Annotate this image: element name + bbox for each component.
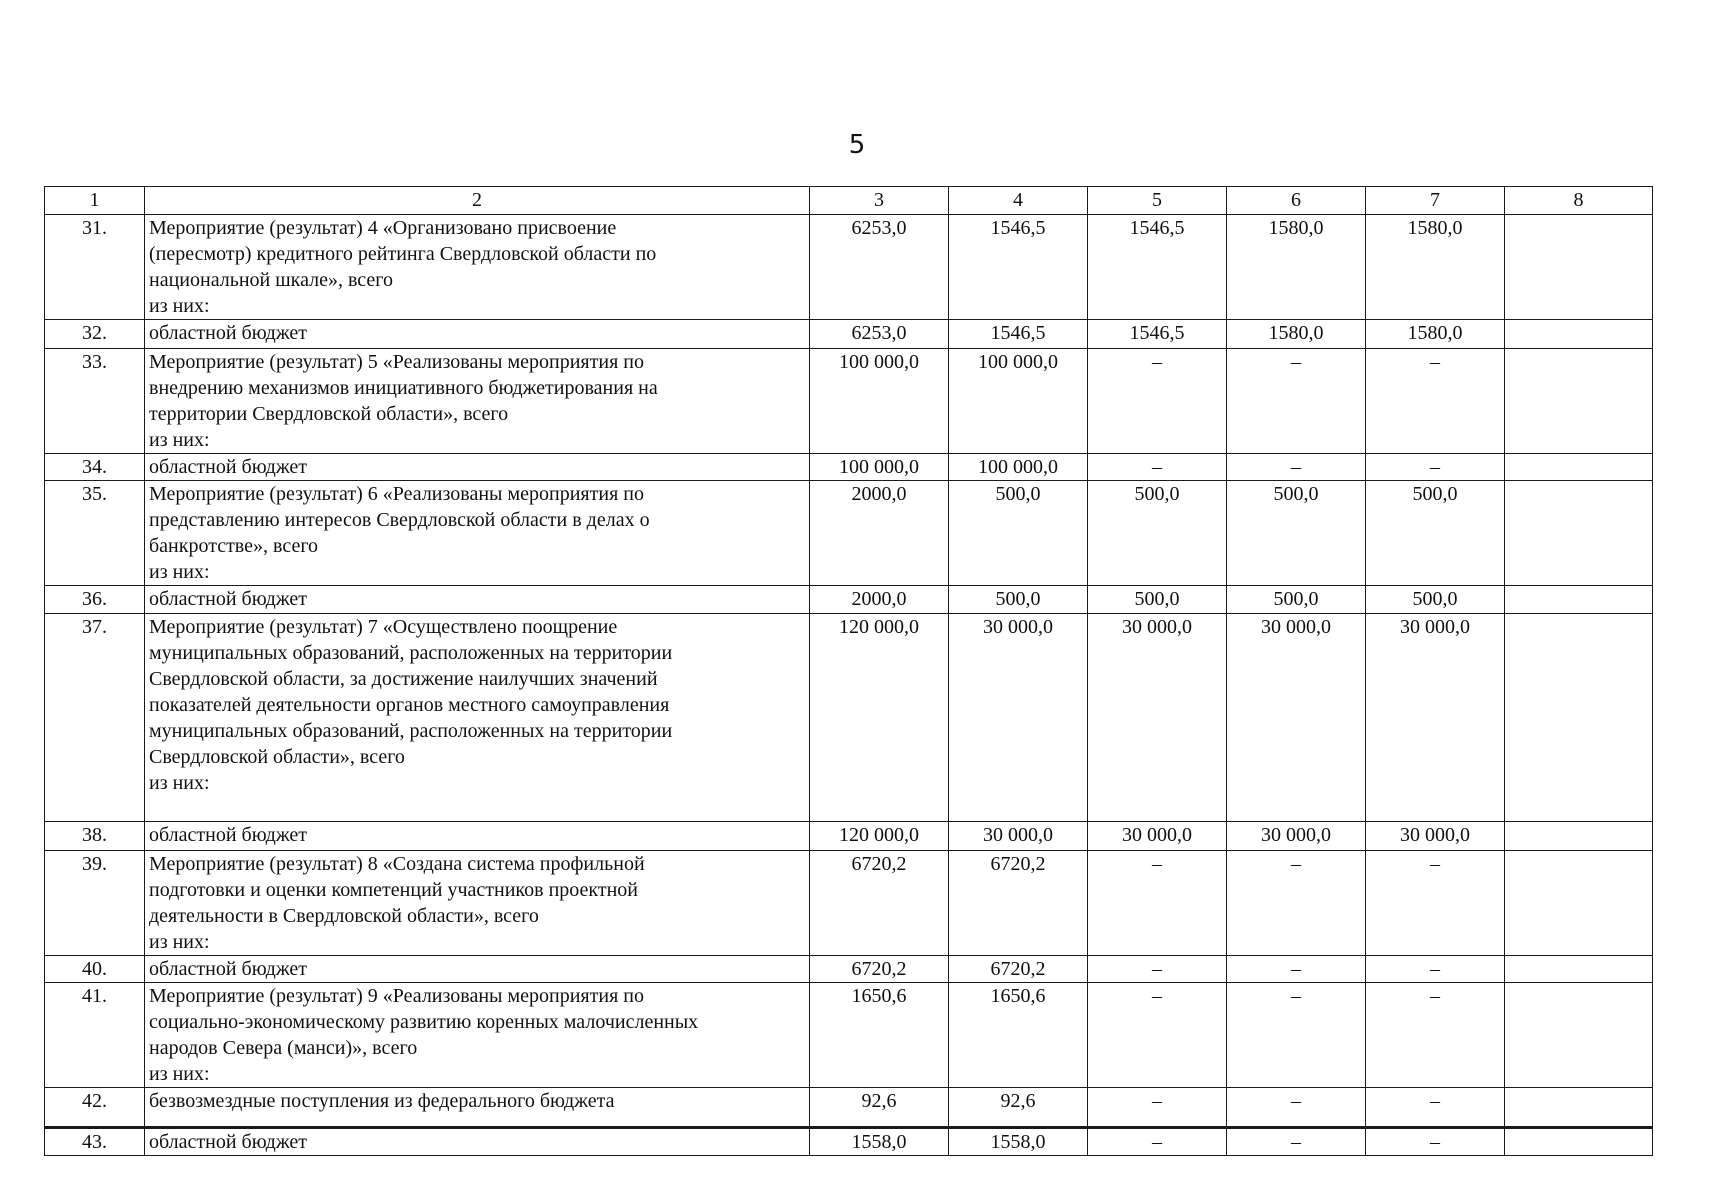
table-row xyxy=(45,614,1653,822)
description-line: подготовки и оценки компетенций участников проектной xyxy=(149,879,639,901)
value-cell-col-5: 30 000,0 xyxy=(1088,822,1227,851)
table-row xyxy=(45,983,1653,1088)
description-line: областной бюджет xyxy=(149,456,308,478)
column-header: 3 xyxy=(810,187,949,215)
row-description xyxy=(145,349,810,454)
table-row xyxy=(45,320,1653,349)
table-row xyxy=(45,349,1653,454)
value-cell-col-5: – xyxy=(1088,454,1227,481)
column-header: 5 xyxy=(1088,187,1227,215)
description-line: из них: xyxy=(149,429,210,451)
value-cell-col-4: 100 000,0 xyxy=(949,349,1088,454)
value-cell-col-3: 1558,0 xyxy=(810,1128,949,1156)
value-cell-col-3: 120 000,0 xyxy=(810,822,949,851)
description-line: Мероприятие (результат) 9 «Реализованы мероприятия по xyxy=(149,985,644,1007)
value-cell-col-4: 500,0 xyxy=(949,586,1088,614)
description-line: банкротстве», всего xyxy=(149,535,319,557)
value-cell-col-3: 92,6 xyxy=(810,1088,949,1128)
value-cell-col-5: – xyxy=(1088,349,1227,454)
value-cell-col-4: 1546,5 xyxy=(949,320,1088,349)
column-header: 4 xyxy=(949,187,1088,215)
value-cell-col-5: – xyxy=(1088,956,1227,983)
description-line: народов Севера (манси)», всего xyxy=(149,1037,418,1059)
value-cell-col-6: – xyxy=(1227,983,1366,1088)
value-cell-col-6: – xyxy=(1227,349,1366,454)
value-cell-col-3: 6720,2 xyxy=(810,851,949,956)
value-cell-col-7: – xyxy=(1366,983,1505,1088)
row-number: 42. xyxy=(45,1088,145,1128)
value-cell-col-5: – xyxy=(1088,851,1227,956)
row-number: 36. xyxy=(45,586,145,614)
table-body xyxy=(45,215,1653,1156)
value-cell-col-4: 92,6 xyxy=(949,1088,1088,1128)
column-header: 8 xyxy=(1505,187,1653,215)
value-cell-col-7: – xyxy=(1366,1088,1505,1128)
value-cell-col-8 xyxy=(1505,822,1653,851)
budget-table xyxy=(44,186,1653,1156)
value-cell-col-5: – xyxy=(1088,1128,1227,1156)
table-row xyxy=(45,851,1653,956)
value-cell-col-6: 30 000,0 xyxy=(1227,822,1366,851)
value-cell-col-8 xyxy=(1505,349,1653,454)
description-line: областной бюджет xyxy=(149,322,308,344)
row-description xyxy=(145,1088,810,1128)
value-cell-col-3: 2000,0 xyxy=(810,481,949,586)
value-cell-col-7: 30 000,0 xyxy=(1366,614,1505,822)
row-number: 33. xyxy=(45,349,145,454)
description-line: (пересмотр) кредитного рейтинга Свердловской области по xyxy=(149,243,657,265)
value-cell-col-4: 500,0 xyxy=(949,481,1088,586)
value-cell-col-7: 1580,0 xyxy=(1366,320,1505,349)
value-cell-col-7: 500,0 xyxy=(1366,481,1505,586)
value-cell-col-6: 1580,0 xyxy=(1227,215,1366,320)
row-number: 43. xyxy=(45,1128,145,1156)
value-cell-col-6: – xyxy=(1227,1088,1366,1128)
row-description xyxy=(145,956,810,983)
description-line: областной бюджет xyxy=(149,588,308,610)
description-line: показателей деятельности органов местного самоуправления xyxy=(149,694,670,716)
value-cell-col-3: 6253,0 xyxy=(810,320,949,349)
value-cell-col-4: 1650,6 xyxy=(949,983,1088,1088)
header-row xyxy=(45,187,1653,215)
value-cell-col-8 xyxy=(1505,1088,1653,1128)
table-header xyxy=(45,187,1653,215)
value-cell-col-4: 6720,2 xyxy=(949,851,1088,956)
description-line: безвозмездные поступления из федерального бюджета xyxy=(149,1090,615,1112)
value-cell-col-7: – xyxy=(1366,1128,1505,1156)
value-cell-col-6: – xyxy=(1227,851,1366,956)
row-number: 37. xyxy=(45,614,145,822)
description-line: из них: xyxy=(149,561,210,583)
value-cell-col-6: 30 000,0 xyxy=(1227,614,1366,822)
value-cell-col-7: – xyxy=(1366,851,1505,956)
value-cell-col-4: 1546,5 xyxy=(949,215,1088,320)
description-line: территории Свердловской области», всего xyxy=(149,403,509,425)
table-row xyxy=(45,1088,1653,1128)
value-cell-col-7: – xyxy=(1366,454,1505,481)
value-cell-col-6: 500,0 xyxy=(1227,586,1366,614)
description-line: национальной шкале», всего xyxy=(149,269,394,291)
table-row xyxy=(45,454,1653,481)
value-cell-col-6: – xyxy=(1227,1128,1366,1156)
value-cell-col-5: – xyxy=(1088,983,1227,1088)
value-cell-col-5: 30 000,0 xyxy=(1088,614,1227,822)
value-cell-col-5: 1546,5 xyxy=(1088,320,1227,349)
value-cell-col-3: 2000,0 xyxy=(810,586,949,614)
description-line: внедрению механизмов инициативного бюджетирования на xyxy=(149,377,658,399)
value-cell-col-4: 1558,0 xyxy=(949,1128,1088,1156)
value-cell-col-8 xyxy=(1505,481,1653,586)
row-description xyxy=(145,481,810,586)
value-cell-col-8 xyxy=(1505,320,1653,349)
value-cell-col-3: 6253,0 xyxy=(810,215,949,320)
value-cell-col-6: 500,0 xyxy=(1227,481,1366,586)
row-description xyxy=(145,614,810,822)
description-line: областной бюджет xyxy=(149,1131,308,1153)
row-number: 31. xyxy=(45,215,145,320)
row-number: 32. xyxy=(45,320,145,349)
value-cell-col-8 xyxy=(1505,586,1653,614)
value-cell-col-4: 30 000,0 xyxy=(949,614,1088,822)
value-cell-col-7: – xyxy=(1366,349,1505,454)
value-cell-col-7: 1580,0 xyxy=(1366,215,1505,320)
value-cell-col-8 xyxy=(1505,614,1653,822)
description-line: из них: xyxy=(149,931,210,953)
table-row xyxy=(45,1128,1653,1156)
description-line: муниципальных образований, расположенных на территории xyxy=(149,720,673,742)
value-cell-col-4: 6720,2 xyxy=(949,956,1088,983)
description-line: областной бюджет xyxy=(149,824,308,846)
row-number: 35. xyxy=(45,481,145,586)
row-number: 38. xyxy=(45,822,145,851)
value-cell-col-5: 500,0 xyxy=(1088,481,1227,586)
row-description xyxy=(145,983,810,1088)
value-cell-col-3: 6720,2 xyxy=(810,956,949,983)
description-line: Свердловской области, за достижение наилучших значений xyxy=(149,668,658,690)
description-line: Мероприятие (результат) 4 «Организовано присвоение xyxy=(149,217,617,239)
value-cell-col-3: 100 000,0 xyxy=(810,349,949,454)
value-cell-col-7: 500,0 xyxy=(1366,586,1505,614)
value-cell-col-4: 30 000,0 xyxy=(949,822,1088,851)
table-row xyxy=(45,822,1653,851)
row-number: 40. xyxy=(45,956,145,983)
value-cell-col-7: 30 000,0 xyxy=(1366,822,1505,851)
row-description xyxy=(145,822,810,851)
table-row xyxy=(45,586,1653,614)
column-header: 7 xyxy=(1366,187,1505,215)
description-line: социально-экономическому развитию коренных малочисленных xyxy=(149,1011,699,1033)
table-row xyxy=(45,956,1653,983)
column-header: 2 xyxy=(145,187,810,215)
value-cell-col-7: – xyxy=(1366,956,1505,983)
value-cell-col-8 xyxy=(1505,215,1653,320)
description-line: представлению интересов Свердловской области в делах о xyxy=(149,509,650,531)
value-cell-col-3: 100 000,0 xyxy=(810,454,949,481)
description-line: муниципальных образований, расположенных на территории xyxy=(149,642,673,664)
row-description xyxy=(145,851,810,956)
value-cell-col-5: 500,0 xyxy=(1088,586,1227,614)
value-cell-col-6: 1580,0 xyxy=(1227,320,1366,349)
row-description xyxy=(145,1128,810,1156)
table-row xyxy=(45,481,1653,586)
value-cell-col-3: 120 000,0 xyxy=(810,614,949,822)
row-description xyxy=(145,215,810,320)
description-line: Мероприятие (результат) 7 «Осуществлено поощрение xyxy=(149,616,618,638)
value-cell-col-3: 1650,6 xyxy=(810,983,949,1088)
page-number: 5 xyxy=(848,130,866,160)
table-row xyxy=(45,215,1653,320)
row-description xyxy=(145,454,810,481)
column-header: 1 xyxy=(45,187,145,215)
value-cell-col-8 xyxy=(1505,1128,1653,1156)
description-line: деятельности в Свердловской области», всего xyxy=(149,905,539,927)
description-line: Мероприятие (результат) 6 «Реализованы мероприятия по xyxy=(149,483,644,505)
value-cell-col-6: – xyxy=(1227,454,1366,481)
value-cell-col-4: 100 000,0 xyxy=(949,454,1088,481)
row-number: 41. xyxy=(45,983,145,1088)
value-cell-col-8 xyxy=(1505,956,1653,983)
description-line: Мероприятие (результат) 8 «Создана система профильной xyxy=(149,853,645,875)
value-cell-col-8 xyxy=(1505,983,1653,1088)
value-cell-col-5: 1546,5 xyxy=(1088,215,1227,320)
description-line: из них: xyxy=(149,1063,210,1085)
row-number: 34. xyxy=(45,454,145,481)
value-cell-col-8 xyxy=(1505,851,1653,956)
description-line: из них: xyxy=(149,295,210,317)
description-line: областной бюджет xyxy=(149,958,308,980)
description-line: из них: xyxy=(149,772,210,794)
column-header: 6 xyxy=(1227,187,1366,215)
value-cell-col-5: – xyxy=(1088,1088,1227,1128)
value-cell-col-6: – xyxy=(1227,956,1366,983)
value-cell-col-8 xyxy=(1505,454,1653,481)
row-number: 39. xyxy=(45,851,145,956)
description-line: Мероприятие (результат) 5 «Реализованы мероприятия по xyxy=(149,351,644,373)
description-line: Свердловской области», всего xyxy=(149,746,405,768)
row-description xyxy=(145,586,810,614)
row-description xyxy=(145,320,810,349)
